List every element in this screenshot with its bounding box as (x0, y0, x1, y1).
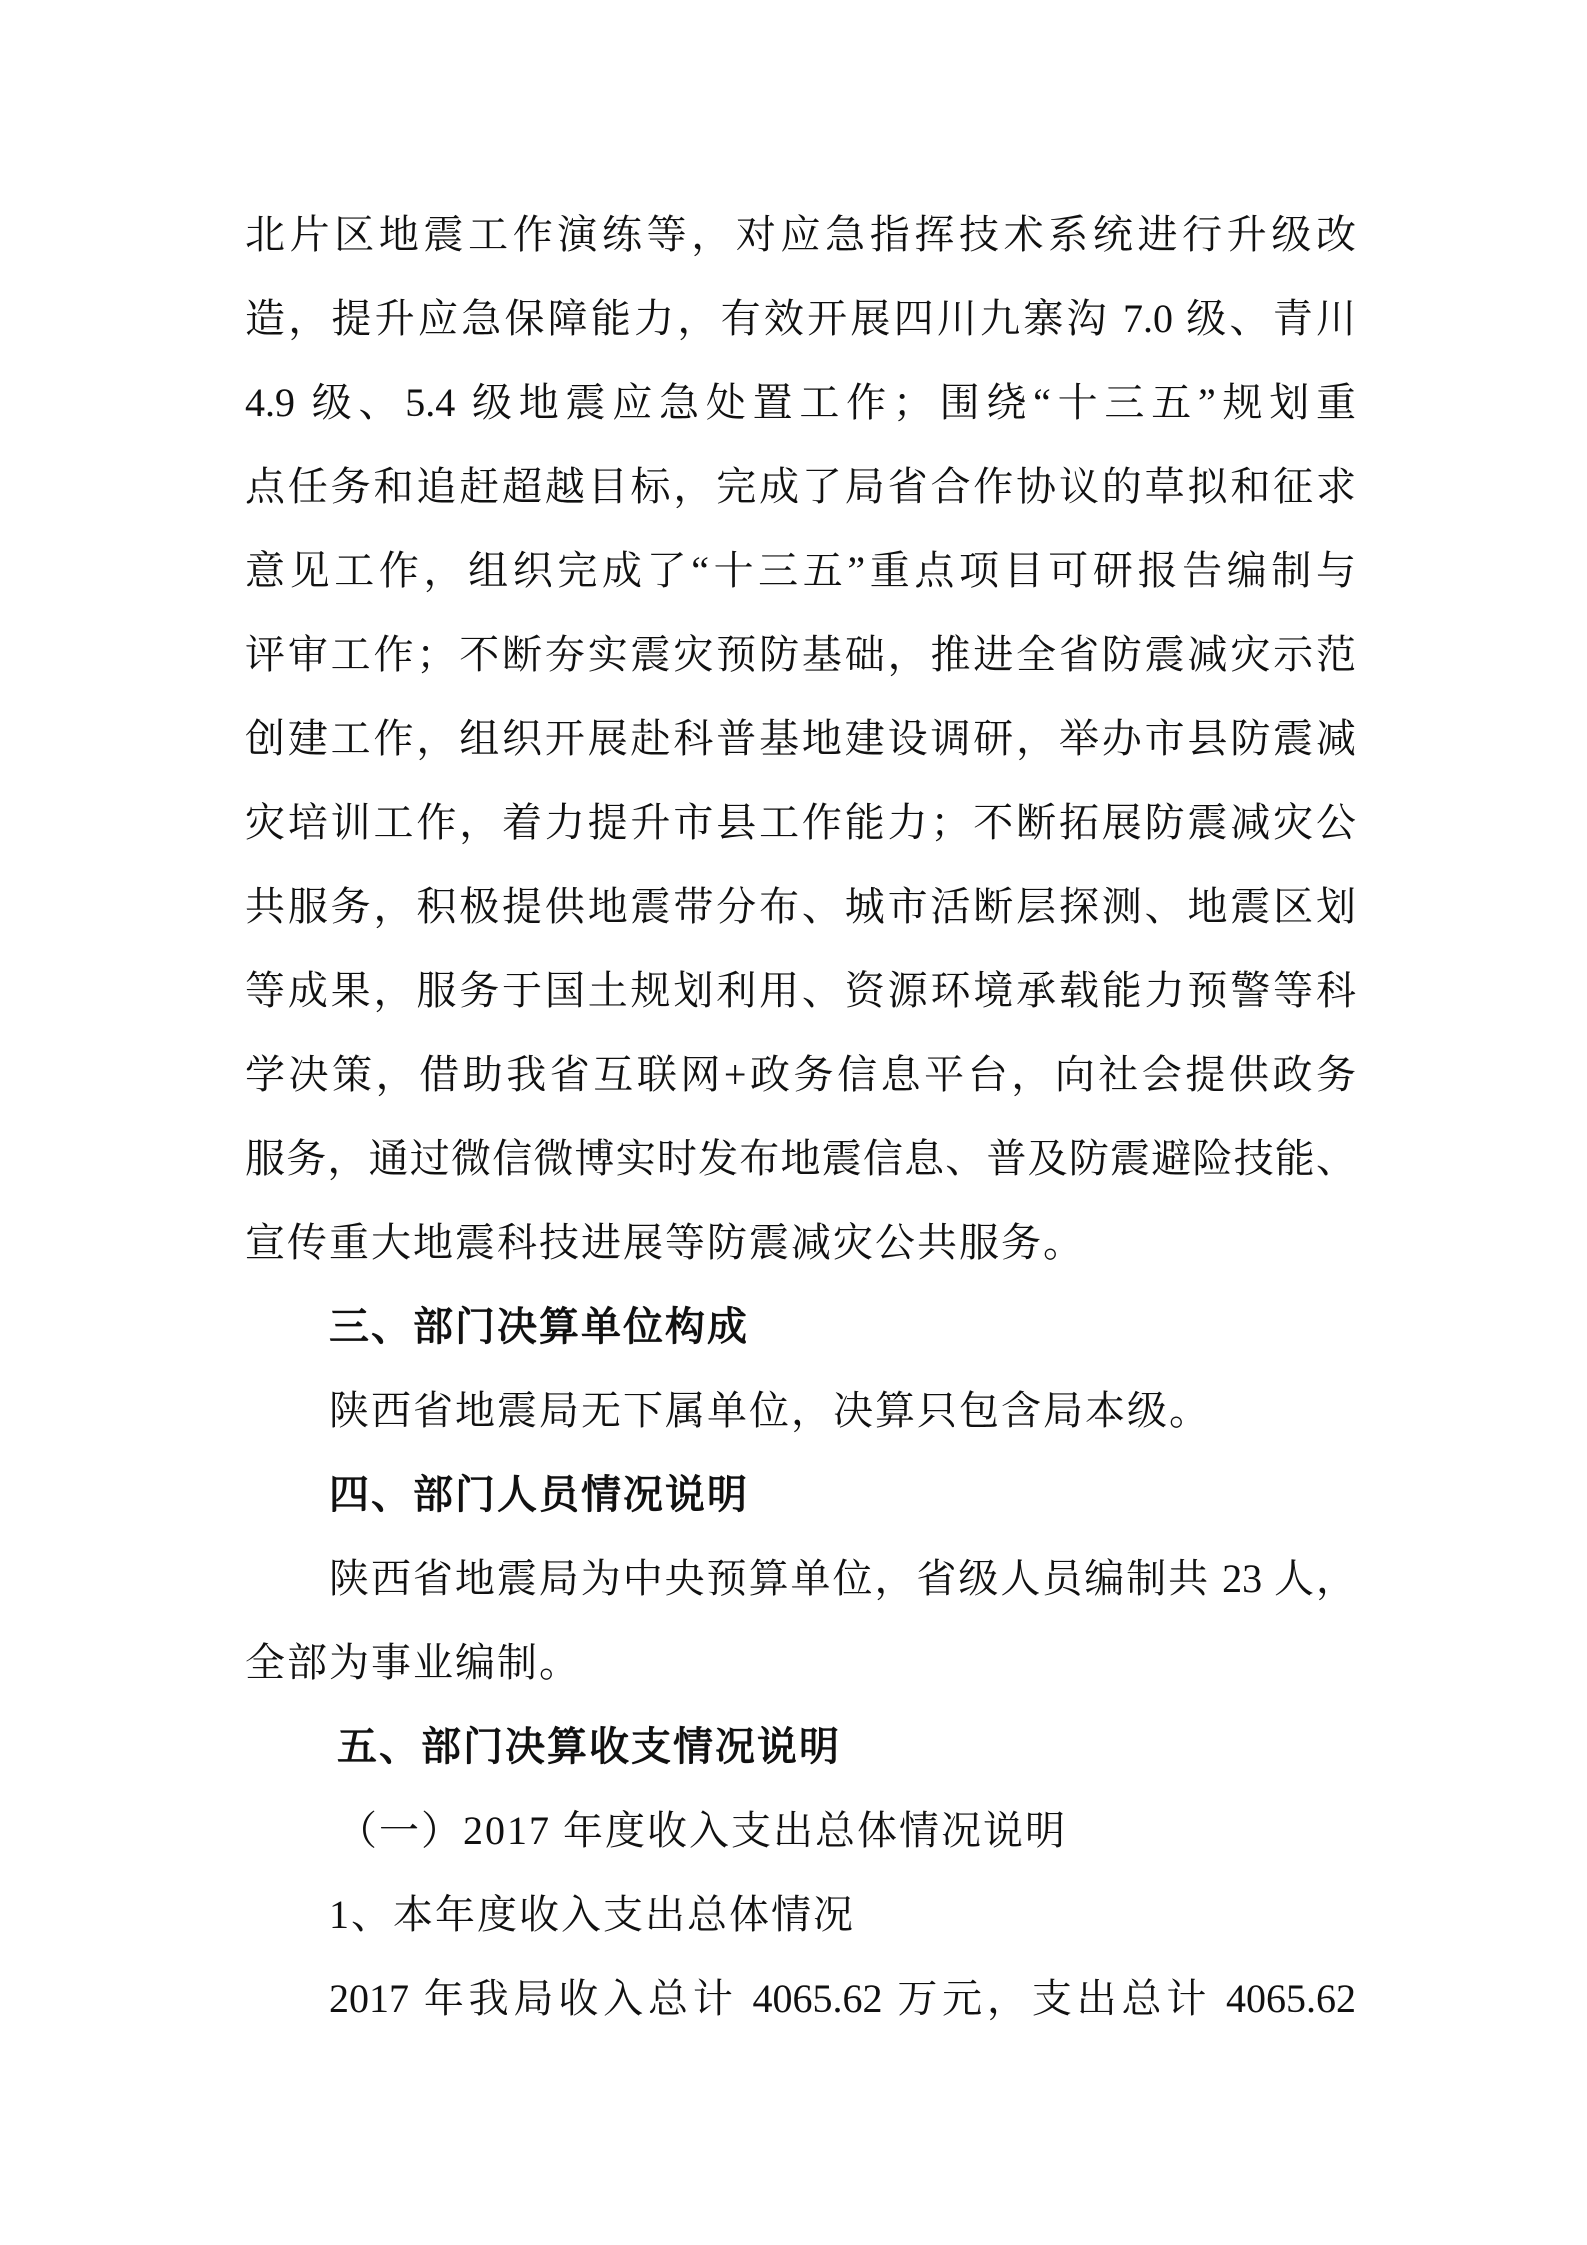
section-heading: 五、部门决算收支情况说明 (337, 1724, 841, 1769)
section-heading: 四、部门人员情况说明 (329, 1472, 749, 1517)
text-line: 4.9 级、5.4 级地震应急处置工作；围绕“十三五”规划重 (245, 380, 1356, 425)
text-line: 全部为事业编制。 (245, 1640, 581, 1685)
text-line: 等成果，服务于国土规划利用、资源环境承载能力预警等科 (245, 968, 1356, 1013)
text-line: 宣传重大地震科技进展等防震减灾公共服务。 (245, 1220, 1085, 1265)
text-line: 灾培训工作，着力提升市县工作能力；不断拓展防震减灾公 (245, 800, 1356, 845)
text-line: 共服务，积极提供地震带分布、城市活断层探测、地震区划 (245, 884, 1356, 929)
text-line: 评审工作；不断夯实震灾预防基础，推进全省防震减灾示范 (245, 632, 1356, 677)
text-line: 北片区地震工作演练等，对应急指挥技术系统进行升级改 (245, 212, 1356, 257)
text-line: 点任务和追赶超越目标，完成了局省合作协议的草拟和征求 (245, 464, 1356, 509)
text-line: 陕西省地震局为中央预算单位，省级人员编制共 23 人， (329, 1556, 1356, 1601)
text-line: 陕西省地震局无下属单位，决算只包含局本级。 (329, 1388, 1211, 1433)
text-line: 学决策，借助我省互联网+政务信息平台，向社会提供政务 (245, 1052, 1356, 1097)
text-line: 意见工作，组织完成了“十三五”重点项目可研报告编制与 (245, 548, 1356, 593)
text-line: 2017 年我局收入总计 4065.62 万元，支出总计 4065.62 (329, 1976, 1356, 2021)
section-heading: 三、部门决算单位构成 (329, 1304, 749, 1349)
text-line: 创建工作，组织开展赴科普基地建设调研，举办市县防震减 (245, 716, 1356, 761)
text-line: 造，提升应急保障能力，有效开展四川九寨沟 7.0 级、青川 (245, 296, 1356, 341)
item-heading: 1、本年度收入支出总体情况 (329, 1892, 855, 1937)
text-line: 服务，通过微信微博实时发布地震信息、普及防震避险技能、 (245, 1136, 1356, 1181)
document-body (245, 193, 1356, 2041)
subsection-heading: （一）2017 年度收入支出总体情况说明 (337, 1808, 1067, 1853)
